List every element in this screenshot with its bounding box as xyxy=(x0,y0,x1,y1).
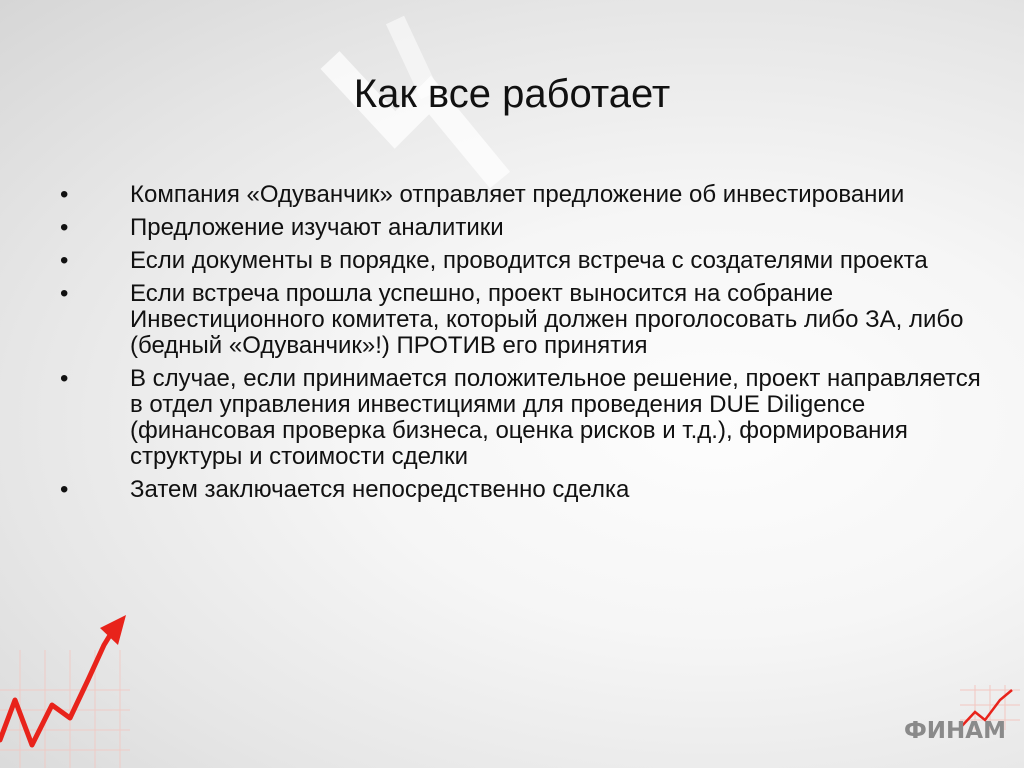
bullet-mark: • xyxy=(60,247,69,274)
bullet-text: В случае, если принимается положительное решение, проект направляется в отдел управления инвестициями для проведения DUE Diligence (финансовая проверка бизнеса, оценка рисков и т.д.), формирования структуры и стоимости сделки xyxy=(130,365,981,470)
bullet-mark: • xyxy=(60,181,69,208)
list-item xyxy=(52,215,982,241)
list-item xyxy=(52,281,982,359)
list-item xyxy=(52,477,982,503)
bullet-text: Если документы в порядке, проводится встреча с создателями проекта xyxy=(130,247,928,274)
bullet-text: Затем заключается непосредственно сделка xyxy=(130,476,630,503)
list-item xyxy=(52,182,982,208)
bullet-text: Предложение изучают аналитики xyxy=(130,214,504,241)
red-growth-arrow-icon xyxy=(0,615,126,745)
finam-logo xyxy=(904,700,1016,762)
slide-title: Как все работает xyxy=(353,72,671,116)
bullet-mark: • xyxy=(60,365,69,392)
bullet-text: Компания «Одуванчик» отправляет предложение об инвестировании xyxy=(130,181,905,208)
bullet-list xyxy=(52,182,982,510)
bullet-mark: • xyxy=(60,214,69,241)
list-item xyxy=(52,248,982,274)
bullet-text: Если встреча прошла успешно, проект выносится на собрание Инвестиционного комитета, который должен проголосовать либо ЗА, либо (бедный «Одуванчик»!) ПРОТИВ его принятия xyxy=(130,280,964,359)
bullet-mark: • xyxy=(60,476,69,503)
list-item xyxy=(52,366,982,470)
logo-text: ФИНАМ xyxy=(904,718,1006,744)
bullet-mark: • xyxy=(60,280,69,307)
